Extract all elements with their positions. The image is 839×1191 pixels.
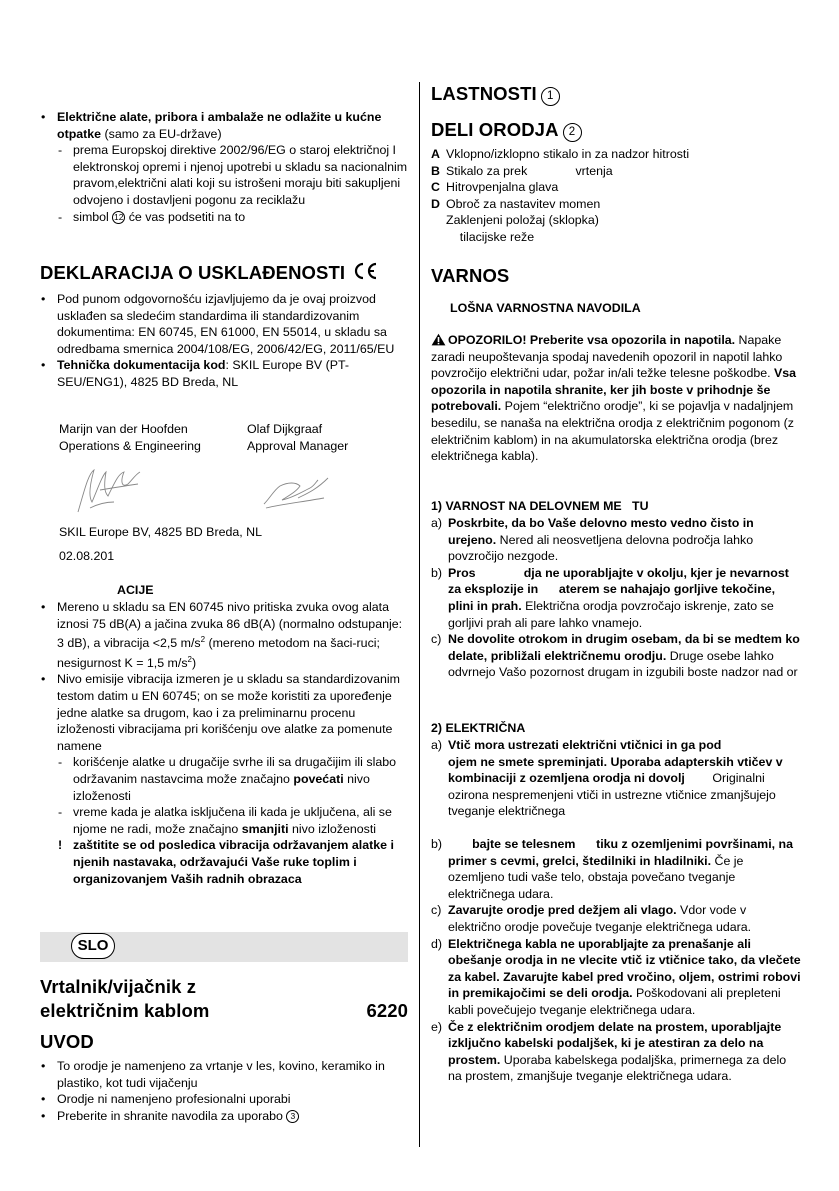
list-item: • Mereno u skladu sa EN 60745 nivo pritiska zvuka ovog alata iznosi 75 dB(A) a jačina zvuka 86 dB(A) (normalno odstupanje: 3 dB), a vibracija <2,5 $m/s^2$ (mereno metodom na šaci-ruci; nesigurnost K = 1,5 $m/s^2$) bbox=[41, 600, 403, 670]
product-title: Vrtalnik/vijačnik z električnim kablom 6220 bbox=[40, 976, 408, 1021]
noise-heading: ACIJE bbox=[117, 583, 154, 597]
signer-name: Marijn van der Hoofden bbox=[59, 422, 188, 436]
signature-2 bbox=[258, 468, 338, 512]
parts-title: DELI ORODJA 2 bbox=[431, 118, 582, 142]
safety-title: VARNOS bbox=[431, 265, 510, 286]
list-item: tilacijske reže bbox=[446, 229, 535, 244]
list-item: a) Poskrbite, da bo Vaše delovno mesto vedno čisto in urejeno. Nered ali neosvetljena delovna področja lahko povzročijo nezgode. bbox=[431, 516, 758, 564]
list-item: • Orodje ni namenjeno profesionalni uporabi bbox=[41, 1092, 291, 1107]
language-bar bbox=[40, 932, 408, 962]
column-divider bbox=[419, 82, 420, 1147]
language-badge: SLO bbox=[71, 933, 115, 959]
list-item: • Električne alate, pribora i ambalaže ne odlažite u kućne otpatke (samo za EU-države) bbox=[41, 110, 382, 141]
list-item: ! zaštitite se od posledica vibracija održavanjem alatke i njenih nastavaka, održavajući Vaše ruke toplim i organizovanjem Vaših radnih obrazaca bbox=[58, 838, 394, 886]
list-item: B Stikalo za prek vrtenja bbox=[431, 163, 613, 178]
intro-title: UVOD bbox=[40, 1031, 94, 1052]
list-item: c) Ne dovolite otrokom in drugim osebam, da bi se medtem ko delate, približali električnemu orodju. Druge osebe lahko odvrnejo Vašo pozornost drugam in izgubili boste nadzor nad or bbox=[431, 632, 804, 680]
warning-icon bbox=[431, 333, 446, 346]
list-item: Zaklenjeni položaj (sklopka) bbox=[446, 213, 599, 228]
signers bbox=[59, 421, 408, 454]
list-item: c) Zavarujte orodje pred dežjem ali vlago. Vdor vode v električno orodje povečuje tveganje električnega udara. bbox=[431, 903, 752, 934]
signer-name: Olaf Dijkgraaf bbox=[247, 422, 323, 436]
list-item: • Preberite in shranite navodila za uporabo 3 bbox=[40, 1108, 408, 1125]
recycle-symbol-ref: 12 bbox=[114, 211, 124, 222]
list-item: D Obroč za nastavitev momen bbox=[431, 196, 601, 211]
figure-ref: 1 bbox=[541, 87, 560, 106]
figure-ref: 2 bbox=[563, 123, 582, 142]
noise-section bbox=[40, 599, 408, 887]
ce-mark-icon bbox=[353, 262, 379, 280]
list-item: • Pod punom odgovornošću izjavljujemo da je ovaj proizvod usklađen sa sledećim standardima ili standardizovanim dokumentima: EN 60745, EN 61000, EN 55014, u skladu sa odredbama smernica 2004/108/EG, 2006/42/EG, 2011/65/EU bbox=[41, 292, 395, 356]
list-item: - simbol 12 će vas podsetiti na to bbox=[58, 209, 246, 224]
list-item: • Nivo emisije vibracija izmeren je u skladu sa standardizovanim testom datim u EN 60745; on se može koristiti za upoređenje jedne alatke sa drugom, kao i za preliminarnu procenu izloženosti vibracijama pri korišćenju ove alatke za pomenute namene bbox=[41, 672, 400, 753]
signer-role: Approval Manager bbox=[247, 438, 349, 453]
signature-1 bbox=[70, 462, 150, 518]
declaration-title: DEKLARACIJA O USKLAĐENOSTI bbox=[40, 261, 408, 285]
list-item: A Vklopno/izklopno stikalo in za nadzor hitrosti bbox=[431, 147, 690, 161]
list-item: a) Vtič mora ustrezati električni vtičnici in ga pod ojem ne smete spreminjati. Uporaba adapterskih vtičev v kombinaciji z ozemljena orodja ni dovolj Originalni ozirona nespremenjeni vtiči in ustrezne vtičnice zmanjšujejo tveganje električnega bbox=[431, 738, 801, 819]
section-2-title: 2) ELEKTRIČNA bbox=[431, 721, 526, 735]
warning-paragraph: OPOZORILO! Preberite vsa opozorila in napotila. Napake zaradi neupoštevanja spodaj navedenih opozoril in napotil lahko povzročijo električni udar, požar in/ali težke telesne poškodbe. Vsa opozorila in napotila shranite, ker jih boste v prihodnje še potrebovali. Pojem “električno orodje”, ki se pojavlja v nadaljnjem besedilu, se nanaša na električna orodja z električnim pogonom (z električnim kablom) in na akumulatorska električna orodja (brez električnega kabla). bbox=[431, 333, 797, 464]
manual-symbol-ref: 3 bbox=[286, 1110, 299, 1123]
list-item: d) Električnega kabla ne uporabljajte za prenašanje ali obešanje orodja in ne vlecite vtič iz vtičnice tako, da vlečete za kabel. Zavarujte kabel pred vročino, oljem, ostrimi robovi in premikajočimi se deli orodja. Poškodovani ali prepleteni kabli povečujejo tveganje električnega udara. bbox=[431, 936, 801, 1017]
list-item: - vreme kada je alatka isključena ili kada je uključena, ali se njome ne radi, može značajno smanjiti nivo izloženosti bbox=[58, 805, 392, 836]
list-item: • To orodje je namenjeno za vrtanje v les, kovino, keramiko in plastiko, kot tudi vijačenju bbox=[41, 1059, 385, 1090]
declaration-company: SKIL Europe BV, 4825 BD Breda, NL bbox=[59, 525, 262, 539]
model-number: 6220 bbox=[366, 1000, 408, 1021]
signer-role: Operations & Engineering bbox=[59, 438, 201, 453]
list-item: • Tehnička dokumentacija kod: SKIL Europe BV (PT-SEU/ENG1), 4825 BD Breda, NL bbox=[41, 358, 349, 389]
list-item: - korišćenje alatke u drugačije svrhe ili sa drugačijim ili slabo održavanim nastavcima može značajno povećati nivo izloženosti bbox=[58, 755, 396, 803]
list-item: b) bajte se telesnem tiku z ozemljenimi površinami, na primer s cevmi, grelci, štedilniki in hladilniki. Če je ozemljeno tudi vaše telo, obstaja povečano tveganje električnega udara. bbox=[431, 836, 797, 901]
section-1-list bbox=[431, 515, 804, 681]
general-safety-heading: LOŠNA VARNOSTNA NAVODILA bbox=[450, 301, 641, 315]
list-item: - prema Europskoj direktive 2002/96/EG o staroj električnoj I elektronskoj opremi i njenoj upotrebi u skladu sa nacionalnim pravom,električni alati koji su istrošeni moraju biti sakupljeni odvojeno i dostavljeni pogonu za reciklažu bbox=[58, 143, 408, 207]
list-item: C Hitrovpenjalna glava bbox=[431, 180, 559, 195]
parts-list bbox=[431, 146, 801, 246]
disposal-section bbox=[40, 109, 408, 225]
section-2-list bbox=[431, 737, 801, 1085]
list-item: b) Pros dja ne uporabljajte v okolju, kjer je nevarnost za eksplozije in aterem se nahajajo gorljive tekočine, plini in prah. Električna orodja povzročajo iskrenje, zato se gorljivi prah ali pare lahko vnamejo. bbox=[431, 565, 793, 630]
section-1-title: 1) VARNOST NA DELOVNEM ME TU bbox=[431, 499, 649, 513]
list-item: e) Če z električnim orodjem delate na prostem, uporabljajte izključno kabelski podaljšek, ki je atestiran za delo na prostem. Uporaba kabelskega podaljška, primernega za delo na prostem, zmanjšuje tveganje električnega udara. bbox=[431, 1019, 787, 1084]
declaration-section bbox=[40, 291, 408, 391]
intro-section bbox=[40, 1058, 408, 1124]
declaration-date: 02.08.201 bbox=[59, 549, 115, 563]
features-title: LASTNOSTI 1 bbox=[431, 82, 560, 106]
